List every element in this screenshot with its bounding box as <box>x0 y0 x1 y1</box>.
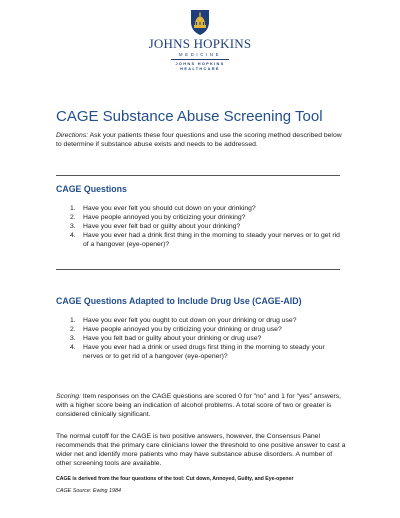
logo-divider <box>171 59 229 60</box>
directions-lead: Directions: <box>56 132 89 139</box>
item-text: Have you ever felt you should cut down on your drinking? <box>83 205 256 212</box>
dome-shield-icon <box>189 8 211 36</box>
cage-aid-question-list <box>70 316 342 361</box>
item-text: Have you ever felt you ought to cut down on your drinking or drug use? <box>83 317 297 324</box>
item-number: 1. <box>70 205 76 212</box>
item-number: 4. <box>70 232 76 239</box>
logo-healthcare-line2: HEALTHCARE <box>180 66 220 71</box>
section-divider-middle <box>56 269 340 270</box>
item-number: 2. <box>70 326 76 333</box>
list-item <box>70 204 342 213</box>
cage-source-note: CAGE Source: Ewing 1984 <box>56 488 122 494</box>
item-number: 3. <box>70 223 76 230</box>
item-text: Have people annoyed you by criticizing your drinking or drug use? <box>83 326 282 333</box>
cage-aid-heading: CAGE Questions Adapted to Include Drug Use (CAGE-AID) <box>56 296 302 306</box>
list-item <box>70 334 342 343</box>
list-item <box>70 231 342 249</box>
cutoff-paragraph: The normal cutoff for the CAGE is two positive answers, however, the Consensus Panel recommends that the primary care clinicians lower the threshold to one positive answer to cast a wider net and identify more patients who may have substance abuse disorders. A number of other screening tools are available. <box>56 433 346 467</box>
list-item <box>70 222 342 231</box>
cage-heading: CAGE Questions <box>56 184 127 194</box>
item-text: Have you ever had a drink or used drugs first thing in the morning to steady your nerves or to get rid of a hangover (eye-opener)? <box>83 344 325 360</box>
list-item <box>70 343 342 361</box>
scoring-lead: Scoring: <box>56 393 81 400</box>
item-number: 2. <box>70 214 76 221</box>
item-text: Have you felt bad or guilty about your drinking or drug use? <box>83 335 262 342</box>
item-text: Have you ever had a drink first thing in the morning to steady your nerves or to get rid of a hangover (eye-opener)? <box>83 232 340 248</box>
item-number: 4. <box>70 344 76 351</box>
logo-healthcare-line1: JOHNS HOPKINS <box>175 61 225 66</box>
cage-question-list <box>70 204 342 249</box>
scoring-text: Item responses on the CAGE questions are scored 0 for "no" and 1 for "yes" answers, with a higher score being an indication of alcohol problems. A total score of two or greater is considered clinically significant. <box>56 393 342 418</box>
section-divider-top <box>56 175 340 176</box>
item-number: 1. <box>70 317 76 324</box>
directions-paragraph <box>56 131 346 149</box>
item-number: 3. <box>70 335 76 342</box>
item-text: Have people annoyed you by criticizing your drinking? <box>83 214 246 221</box>
list-item <box>70 325 342 334</box>
scoring-paragraph <box>56 392 346 419</box>
page-title: CAGE Substance Abuse Screening Tool <box>56 108 323 125</box>
list-item <box>70 213 342 222</box>
directions-text: Ask your patients these four questions and use the scoring method described below to determine if substance abuse exists and needs to be addressed. <box>56 132 342 148</box>
list-item <box>70 316 342 325</box>
logo-wordmark: JOHNS HOPKINS <box>148 36 252 51</box>
logo-medicine: MEDICINE <box>178 52 222 57</box>
item-text: Have you ever felt bad or guilty about your drinking? <box>83 223 241 230</box>
cage-derivation-note: CAGE is derived from the four questions of the tool: Cut down, Annoyed, Guilty, and Eye-opener <box>56 476 294 482</box>
johns-hopkins-logo <box>0 8 400 71</box>
